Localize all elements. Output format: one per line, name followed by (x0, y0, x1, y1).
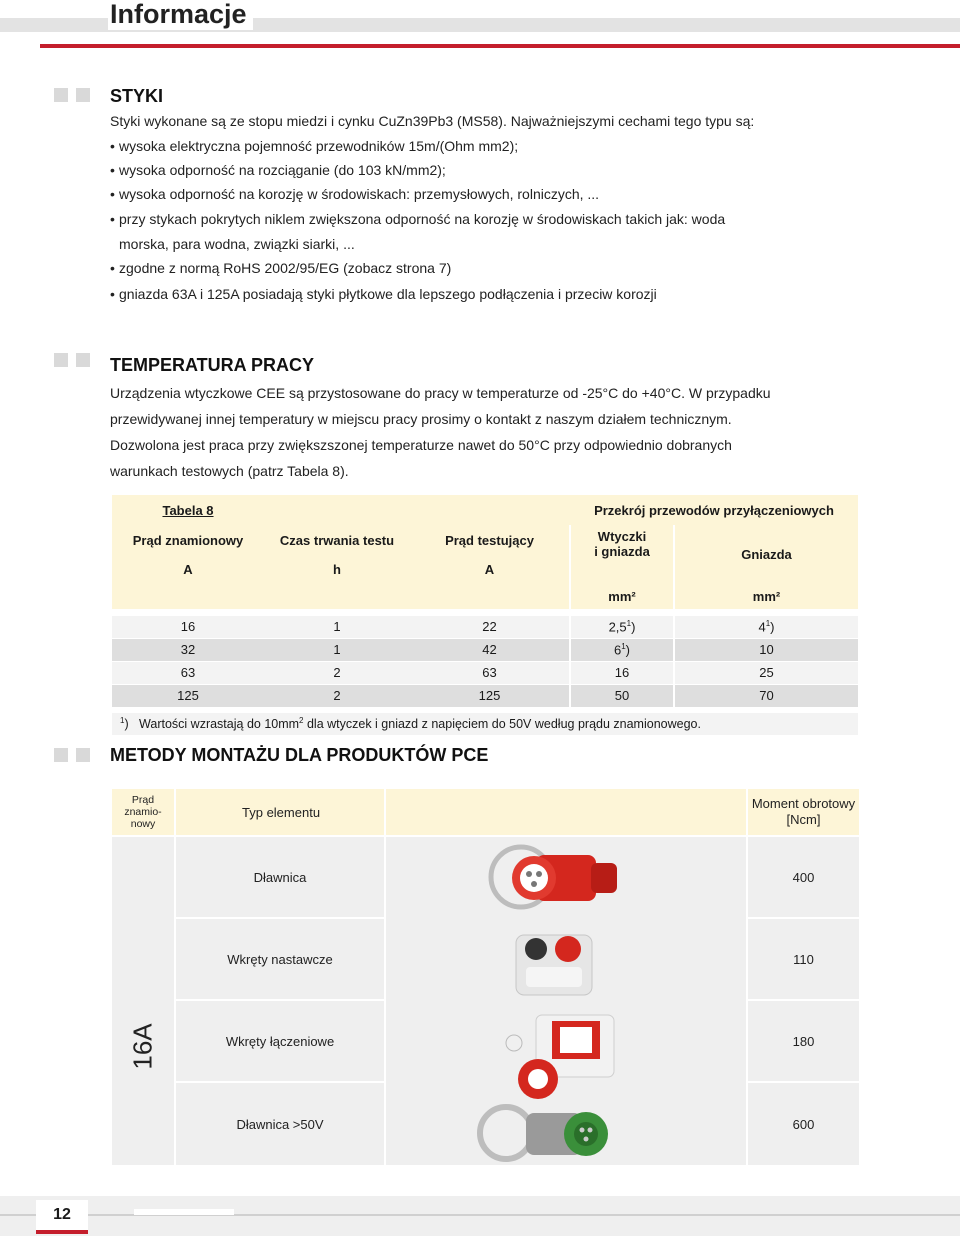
table-group-header: Przekrój przewodów przyłączeniowych (570, 495, 858, 525)
col-header-current: Prąd znamionowy (112, 525, 264, 555)
table-footnote: $^1$) Wartości wzrastają do $10mm^2$ dla wtyczek i gniazd z napięciem do 50V według prądu znamionowego. (112, 713, 858, 735)
panel-socket-image (506, 1015, 614, 1099)
torque-value: 600 (748, 1083, 859, 1165)
current-cell (112, 837, 174, 1165)
styki-bullet: • gniazda 63A i 125A posiadają styki płytkowe dla lepszego podłączenia i przeciw korozji (110, 286, 657, 302)
table-row: 63 2 63 16 25 (112, 661, 858, 684)
footer-gap (134, 1209, 234, 1215)
section-title-temperatura: TEMPERATURA PRACY (110, 355, 315, 375)
table-row: 125 2 125 50 70 (112, 684, 858, 707)
montage-table (112, 789, 859, 1165)
unit-mm2: mm² (674, 583, 858, 609)
styki-bullet: • przy stykach pokrytych niklem zwiększona odporność na korozję w środowiskach takich jak: woda (110, 211, 725, 227)
unit-a: A (112, 555, 264, 583)
section-title-styki: STYKI (110, 86, 164, 106)
col-header-plugs: Wtyczki i gniazda (570, 525, 674, 583)
connector-illustrations (386, 837, 746, 1165)
element-type: Wkręty łączeniowe (176, 1001, 384, 1081)
footer-band (0, 1196, 960, 1236)
red-plug-image (491, 847, 617, 907)
unit-mm2: mm² (570, 583, 674, 609)
col-header-current: Prąd znamio- nowy (112, 789, 174, 835)
section-marker-icon (54, 353, 92, 367)
col-header-time: Czas trwania testu (264, 525, 410, 555)
col-header-type: Typ elementu (176, 789, 384, 835)
element-type: Dławnica >50V (176, 1083, 384, 1165)
table-row: 32 1 42 $6^1$) 10 (112, 638, 858, 661)
page-number: 12 (36, 1200, 88, 1234)
element-type: Wkręty nastawcze (176, 919, 384, 999)
col-header-sockets: Gniazda (674, 525, 858, 583)
product-images (386, 837, 746, 1165)
table-caption: Tabela 8 (112, 495, 264, 525)
current-label: 16A (127, 1022, 158, 1070)
styki-bullet-continuation: morska, para wodna, związki siarki, ... (119, 236, 355, 252)
page-title: Informacje (108, 0, 253, 30)
section-title-montaz: METODY MONTAŻU DLA PRODUKTÓW PCE (110, 745, 489, 765)
table-8 (112, 495, 858, 735)
section-marker-icon (54, 748, 92, 762)
section-marker-icon (54, 88, 92, 102)
header-rule-gap (0, 44, 40, 48)
wall-socket-image (516, 935, 592, 995)
styki-bullet: • wysoka odporność na rozciąganie (do 103 kN/mm2); (110, 162, 446, 178)
col-header-torque: Moment obrotowy [Ncm] (748, 789, 859, 835)
styki-intro: Styki wykonane są ze stopu miedzi i cynku CuZn39Pb3 (MS58). Najważniejszymi cechami tego typu są: (110, 113, 755, 129)
temperatura-line: przewidywanej innej temperatury w miejscu pracy prosimy o kontakt z naszym działem technicznym. (110, 411, 732, 427)
col-header-image (386, 789, 746, 835)
styki-bullet: • zgodne z normą RoHS 2002/95/EG (zobacz strona 7) (110, 260, 451, 276)
unit-h: h (264, 555, 410, 583)
green-plug-image (480, 1107, 608, 1159)
torque-value: 110 (748, 919, 859, 999)
temperatura-line: Dozwolona jest praca przy zwiększszonej temperaturze nawet do 50°C przy odpowiednio dobranych (110, 437, 732, 453)
table-row: 16 1 22 $2,5^1$) $4^1$) (112, 615, 858, 638)
temperatura-line: warunkach testowych (patrz Tabela 8). (110, 463, 349, 479)
temperatura-line: Urządzenia wtyczkowe CEE są przystosowane do pracy w temperaturze od -25°C do +40°C. W przypadku (110, 385, 771, 401)
unit-a: A (410, 555, 570, 583)
header-rule (0, 44, 960, 48)
styki-bullet: • wysoka odporność na korozję w środowiskach: przemysłowych, rolniczych, ... (110, 186, 599, 202)
styki-bullet: • wysoka elektryczna pojemność przewodników 15m/(Ohm mm2); (110, 138, 518, 154)
torque-value: 180 (748, 1001, 859, 1081)
element-type: Dławnica (176, 837, 384, 917)
col-header-test: Prąd testujący (410, 525, 570, 555)
torque-value: 400 (748, 837, 859, 917)
